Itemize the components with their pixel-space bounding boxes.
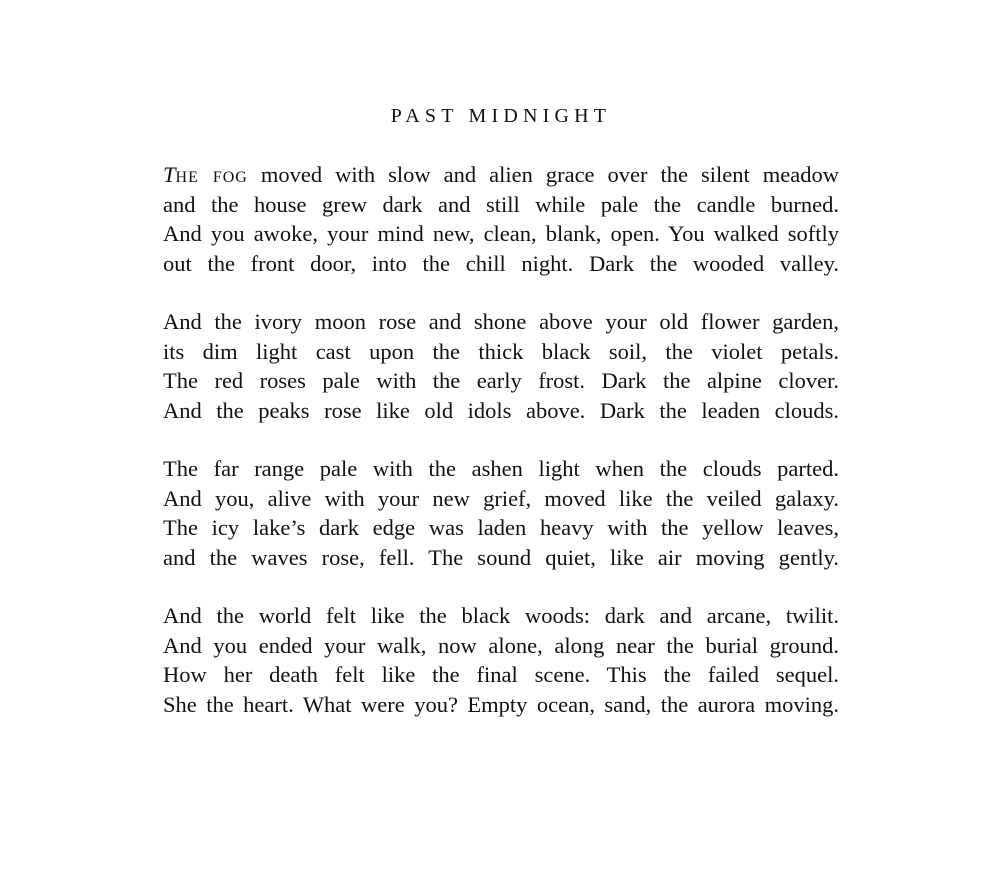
poem-line: And you, alive with your new grief, moved like the veiled galaxy. [163, 485, 839, 511]
poem-line: How her death felt like the final scene. This the failed sequel. [163, 662, 839, 687]
poem-line: And the peaks rose like old idols above. Dark the leaden clouds. [163, 397, 839, 423]
stanza-3 [163, 454, 839, 572]
poem-line: And the ivory moon rose and shone above your old flower garden, [163, 309, 839, 334]
poem-line: The far range pale with the ashen light when the clouds parted. [163, 456, 839, 481]
poem-title: PAST MIDNIGHT [390, 105, 612, 127]
poem-line [163, 160, 839, 190]
poem-line: The red roses pale with the early frost. Dark the alpine clover. [163, 368, 839, 393]
poem-line: And you ended your walk, now alone, along near the burial ground. [163, 632, 839, 658]
poem-line: And you awoke, your mind new, clean, blank, open. You walked softly [163, 221, 839, 246]
poem-line: its dim light cast upon the thick black soil, the violet petals. [163, 338, 839, 364]
poem-line: The icy lake’s dark edge was laden heavy with the yellow leaves, [163, 515, 839, 540]
poem-line: out the front door, into the chill night. Dark the wooded valley. [163, 250, 839, 276]
stanza-2 [163, 307, 839, 425]
opening-small-caps: he fog [175, 162, 248, 187]
stanza-4 [163, 601, 839, 719]
poem-line: and the house grew dark and still while pale the candle burned. [163, 191, 839, 217]
drop-initial: T [163, 162, 176, 187]
poem-line: And the world felt like the black woods: dark and arcane, twilit. [163, 603, 839, 628]
poem-line: She the heart. What were you? Empty ocean, sand, the aurora moving. [163, 691, 839, 717]
stanza-1 [163, 160, 839, 278]
poem-line: and the waves rose, fell. The sound quiet, like air moving gently. [163, 544, 839, 570]
opening-rest: moved with slow and alien grace over the silent meadow [247, 162, 839, 187]
